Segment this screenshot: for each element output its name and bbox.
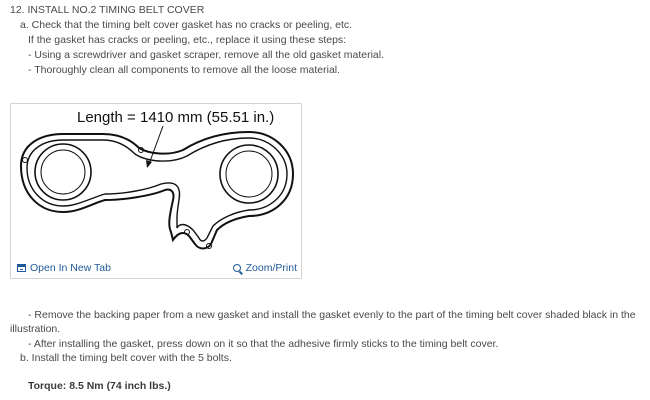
length-label: Length = 1410 mm (55.51 in.) — [77, 109, 275, 126]
figure-toolbar — [11, 258, 301, 278]
zoom-icon — [233, 264, 241, 272]
remove-line2: illustration. — [10, 323, 61, 335]
open-in-new-tab-label: Open In New Tab — [30, 262, 111, 274]
zoom-print-link[interactable] — [233, 262, 297, 274]
open-in-new-tab-link[interactable] — [17, 262, 111, 274]
press-line: - After installing the gasket, press down on it so that the adhesive firmly sticks to the timing belt cover. — [28, 338, 499, 350]
step-heading: 12. INSTALL NO.2 TIMING BELT COVER — [10, 4, 205, 16]
step-a-check: a. Check that the timing belt cover gasket has no cracks or peeling, etc. — [20, 19, 353, 31]
torque-spec: Torque: 8.5 Nm (74 inch lbs.) — [28, 380, 171, 392]
step-a-if: If the gasket has cracks or peeling, etc., replace it using these steps: — [28, 34, 347, 46]
gasket-illustration — [11, 104, 301, 254]
step-a-sub1: - Using a screwdriver and gasket scraper, remove all the old gasket material. — [28, 49, 384, 61]
remove-line1: - Remove the backing paper from a new gasket and install the gasket evenly to the part of the timing belt cover shaded black in the — [28, 309, 636, 321]
step-b-install: b. Install the timing belt cover with the 5 bolts. — [20, 352, 232, 364]
open-tab-icon — [17, 264, 26, 272]
zoom-print-label: Zoom/Print — [245, 262, 297, 274]
step-a-sub2: - Thoroughly clean all components to remove all the loose material. — [28, 64, 341, 76]
gasket-figure — [10, 103, 302, 279]
